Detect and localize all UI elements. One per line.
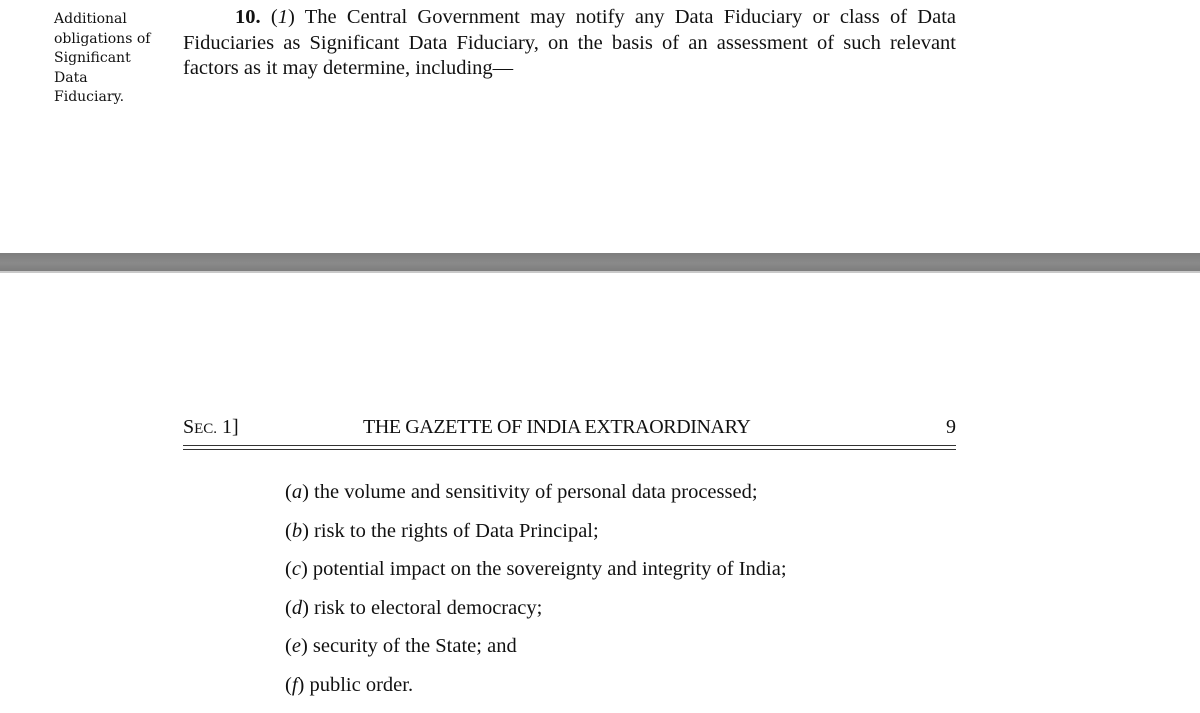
- section-paragraph: [183, 5, 956, 82]
- page-separator: [0, 253, 1200, 273]
- clause-item: (d) risk to electoral democracy;: [285, 596, 543, 619]
- margin-note-line: obligations of: [54, 30, 151, 47]
- clause-letter: b: [291, 519, 303, 542]
- clause-item: (b) risk to the rights of Data Principal;: [285, 519, 599, 542]
- header-sec-num: 1]: [222, 416, 239, 438]
- clause-letter: a: [291, 481, 303, 503]
- header-sec-rest: EC.: [194, 421, 218, 437]
- page-bottom: [0, 273, 1200, 713]
- clause-item: (c) potential impact on the sovereignty and integrity of India;: [285, 558, 787, 580]
- margin-note-line: Significant: [54, 50, 131, 66]
- running-header: [183, 416, 956, 442]
- section-text-3: factors as it may determine, including—: [183, 57, 514, 79]
- page-top: [0, 0, 1200, 253]
- section-text-2: Fiduciaries as Significant Data Fiduciary, on the basis of an assessment of such relevant: [183, 31, 956, 54]
- section-line-1: 10. (1) The Central Government may notify any Data Fiduciary or class of Data: [235, 6, 956, 28]
- clause-text: public order.: [309, 673, 414, 696]
- clause-text: risk to the rights of Data Principal;: [314, 519, 599, 542]
- header-rule-top: [183, 445, 956, 446]
- clause-item: (a) the volume and sensitivity of personal data processed;: [285, 481, 758, 503]
- section-text-1: The Central Government may notify any Data Fiduciary or class of Data: [304, 6, 956, 28]
- clause-letter: d: [291, 596, 303, 619]
- section-number: 10.: [235, 6, 261, 28]
- clause-letter: f: [291, 673, 298, 696]
- margin-note: [54, 10, 164, 108]
- clause-text: risk to electoral democracy;: [314, 596, 543, 619]
- clause-text: potential impact on the sovereignty and integrity of India;: [312, 558, 787, 580]
- header-title: THE GAZETTE OF INDIA EXTRAORDINARY: [363, 416, 751, 438]
- clause-text: the volume and sensitivity of personal data processed;: [314, 481, 758, 503]
- clause-letter: c: [291, 558, 301, 580]
- clause-item: (e) security of the State; and: [285, 635, 517, 657]
- margin-note-line: Fiduciary.: [54, 89, 125, 105]
- header-rule-bottom: [183, 449, 956, 450]
- clause-text: security of the State; and: [312, 635, 517, 657]
- header-section-ref: [183, 416, 239, 439]
- margin-note-line: Additional: [54, 11, 127, 27]
- page-number: 9: [946, 416, 956, 438]
- subsection-number: 1: [277, 6, 288, 28]
- header-sec-first: S: [183, 416, 195, 438]
- clause-letter: e: [291, 635, 301, 657]
- clause-item: (f) public order.: [285, 673, 414, 696]
- margin-note-line: Data: [54, 69, 88, 86]
